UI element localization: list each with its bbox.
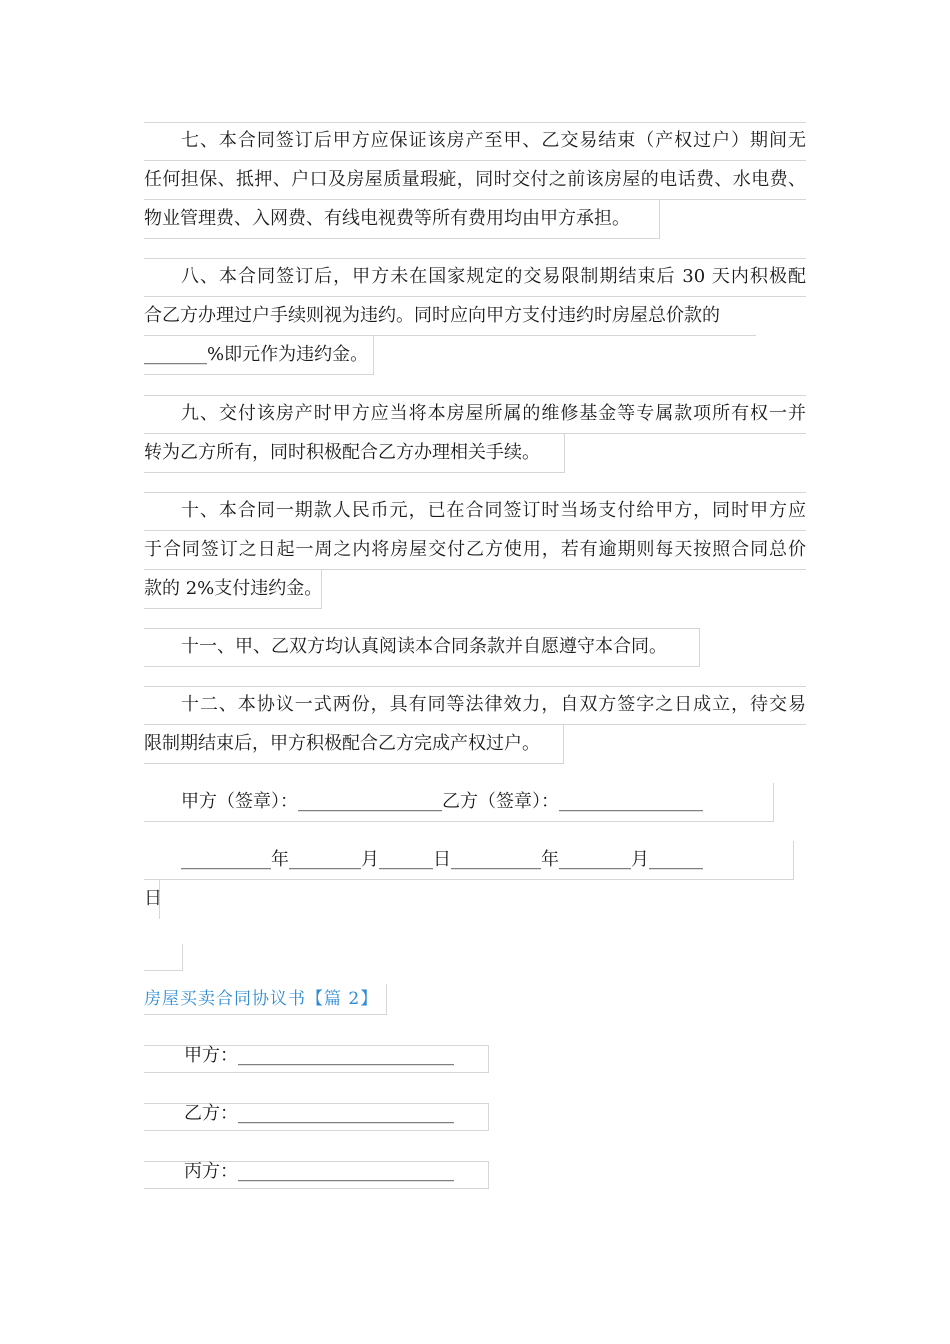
clause-8-line-1: 八、本合同签订后，甲方未在国家规定的交易限制期结束后 30 天内积极配 (144, 258, 806, 297)
clause-10-line-3: 款的 2%支付违约金。 (144, 570, 322, 609)
clause-8-line-2: 合乙方办理过户手续则视为违约。同时应向甲方支付违约时房屋总价款的 (144, 297, 756, 336)
clause-9 (144, 395, 806, 473)
signature-block (144, 783, 774, 822)
clause-10-line-2: 于合同签订之日起一周之内将房屋交付乙方使用，若有逾期则每天按照合同总价 (144, 531, 806, 570)
clause-8-line-3: _______%即元作为违约金。 (144, 336, 374, 375)
clause-7-line-2: 任何担保、抵押、户口及房屋质量瑕疵，同时交付之前该房屋的电话费、水电费、 (144, 161, 806, 200)
clause-9-line-1: 九、交付该房产时甲方应当将本房屋所属的维修基金等专属款项所有权一并 (144, 395, 806, 434)
date-line: __________年________月______日__________年________月______ (144, 841, 794, 880)
party-a-field (144, 1045, 489, 1073)
clause-12-line-1: 十二、本协议一式两份，具有同等法律效力，自双方签字之日成立，待交易 (144, 686, 806, 725)
clause-7-line-3: 物业管理费、入网费、有线电视费等所有费用均由甲方承担。 (144, 200, 660, 239)
party-b-field (144, 1103, 489, 1131)
clause-10-line-1: 十、本合同一期款人民币元，已在合同签订时当场支付给甲方，同时甲方应 (144, 492, 806, 531)
date-block (144, 841, 794, 919)
clause-12-line-2: 限制期结束后，甲方积极配合乙方完成产权过户。 (144, 725, 564, 764)
signature-line: 甲方（签章）：________________乙方（签章）：________________ (144, 783, 774, 822)
empty-line-box (144, 944, 183, 971)
section-heading: 房屋买卖合同协议书【篇 2】 (144, 984, 387, 1015)
party-c-field (144, 1161, 489, 1189)
date-line-tail: 日 (144, 880, 160, 919)
clause-9-line-2: 转为乙方所有，同时积极配合乙方办理相关手续。 (144, 434, 565, 473)
party-b-label: 乙方：________________________ (184, 1103, 454, 1124)
party-c-label: 丙方：________________________ (184, 1161, 454, 1182)
party-a-label: 甲方：________________________ (184, 1045, 454, 1066)
clause-8 (144, 258, 806, 375)
clause-7-line-1: 七、本合同签订后甲方应保证该房产至甲、乙交易结束（产权过户）期间无 (144, 122, 806, 161)
clause-11-line-1: 十一、甲、乙双方均认真阅读本合同条款并自愿遵守本合同。 (144, 628, 700, 667)
clause-11 (144, 628, 700, 667)
clause-10 (144, 492, 806, 609)
clause-7 (144, 122, 806, 239)
clause-12 (144, 686, 806, 764)
